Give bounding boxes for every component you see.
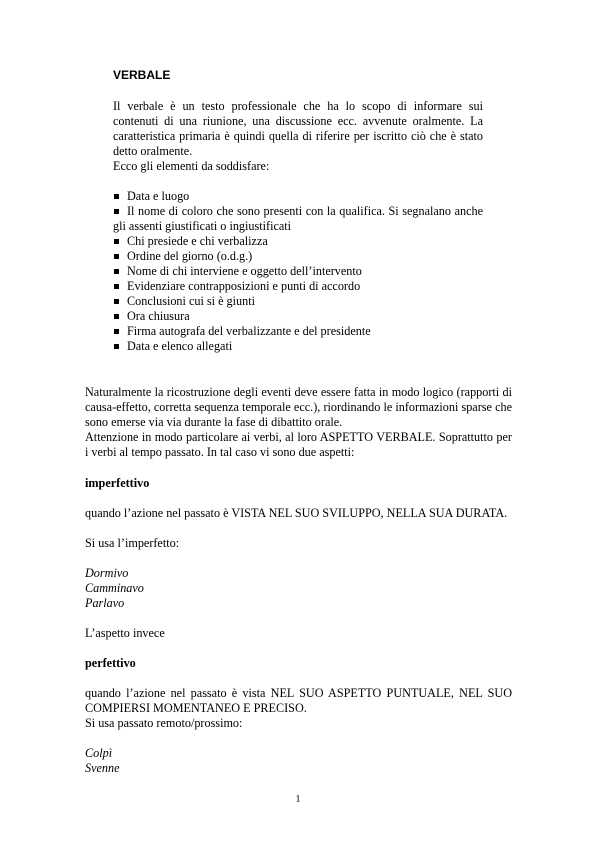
square-bullet-icon bbox=[114, 314, 119, 319]
square-bullet-icon bbox=[114, 329, 119, 334]
intro-paragraph: Il verbale è un testo professionale che ha lo scopo di informare sui contenuti di una riunione, una discussione ecc. avvenute oralmente. La caratteristica primaria è quindi quella di riferire per iscritto ciò che è stato detto oralmente. bbox=[113, 99, 483, 158]
square-bullet-icon bbox=[114, 194, 119, 199]
list-item: Il nome di coloro che sono presenti con la qualifica. Si segnalano anche gli assenti giustificati o ingiustificati bbox=[113, 204, 483, 233]
imperfettivo-example: Parlavo bbox=[85, 596, 125, 610]
square-bullet-icon bbox=[114, 299, 119, 304]
imperfettivo-example: Camminavo bbox=[85, 581, 144, 595]
list-item: Chi presiede e chi verbalizza bbox=[113, 234, 483, 249]
page-number: 1 bbox=[295, 794, 301, 805]
imperfettivo-example: Dormivo bbox=[85, 566, 129, 580]
square-bullet-icon bbox=[114, 284, 119, 289]
document-title: VERBALE bbox=[113, 68, 171, 82]
reconstruction-paragraph: Naturalmente la ricostruzione degli eventi deve essere fatta in modo logico (rapporti di causa-effetto, corretta sequenza temporale ecc.), riordinando le informazioni sparse che sono emerse via via durante la fase di dibattito orale. bbox=[85, 385, 512, 429]
perfettivo-description: quando l’azione nel passato è vista NEL SUO ASPETTO PUNTUALE, NEL SUO COMPIERSI MOMENTANEO E PRECISO. bbox=[85, 686, 512, 715]
list-item: Data e elenco allegati bbox=[113, 339, 483, 354]
square-bullet-icon bbox=[114, 254, 119, 259]
square-bullet-icon bbox=[114, 209, 119, 214]
square-bullet-icon bbox=[114, 239, 119, 244]
elements-intro: Ecco gli elementi da soddisfare: bbox=[113, 159, 270, 173]
perfettivo-example: Colpì bbox=[85, 746, 113, 760]
list-item: Firma autografa del verbalizzante e del presidente bbox=[113, 324, 483, 339]
transition-line: L’aspetto invece bbox=[85, 626, 165, 640]
list-item: Nome di chi interviene e oggetto dell’intervento bbox=[113, 264, 483, 279]
imperfettivo-heading: imperfettivo bbox=[85, 476, 150, 490]
imperfettivo-usage: Si usa l’imperfetto: bbox=[85, 536, 180, 550]
square-bullet-icon bbox=[114, 269, 119, 274]
list-item: Conclusioni cui si è giunti bbox=[113, 294, 483, 309]
list-item: Data e luogo bbox=[113, 189, 483, 204]
list-item: Ordine del giorno (o.d.g.) bbox=[113, 249, 483, 264]
list-item: Evidenziare contrapposizioni e punti di accordo bbox=[113, 279, 483, 294]
attention-paragraph: Attenzione in modo particolare ai verbi, al loro ASPETTO VERBALE. Soprattutto per i verbi al tempo passato. In tal caso vi sono due aspetti: bbox=[85, 430, 512, 459]
list-item: Ora chiusura bbox=[113, 309, 483, 324]
square-bullet-icon bbox=[114, 344, 119, 349]
perfettivo-heading: perfettivo bbox=[85, 656, 136, 670]
imperfettivo-description: quando l’azione nel passato è VISTA NEL SUO SVILUPPO, NELLA SUA DURATA. bbox=[85, 506, 508, 520]
perfettivo-example: Svenne bbox=[85, 761, 120, 775]
elements-list bbox=[113, 189, 483, 354]
perfettivo-usage: Si usa passato remoto/prossimo: bbox=[85, 716, 243, 730]
